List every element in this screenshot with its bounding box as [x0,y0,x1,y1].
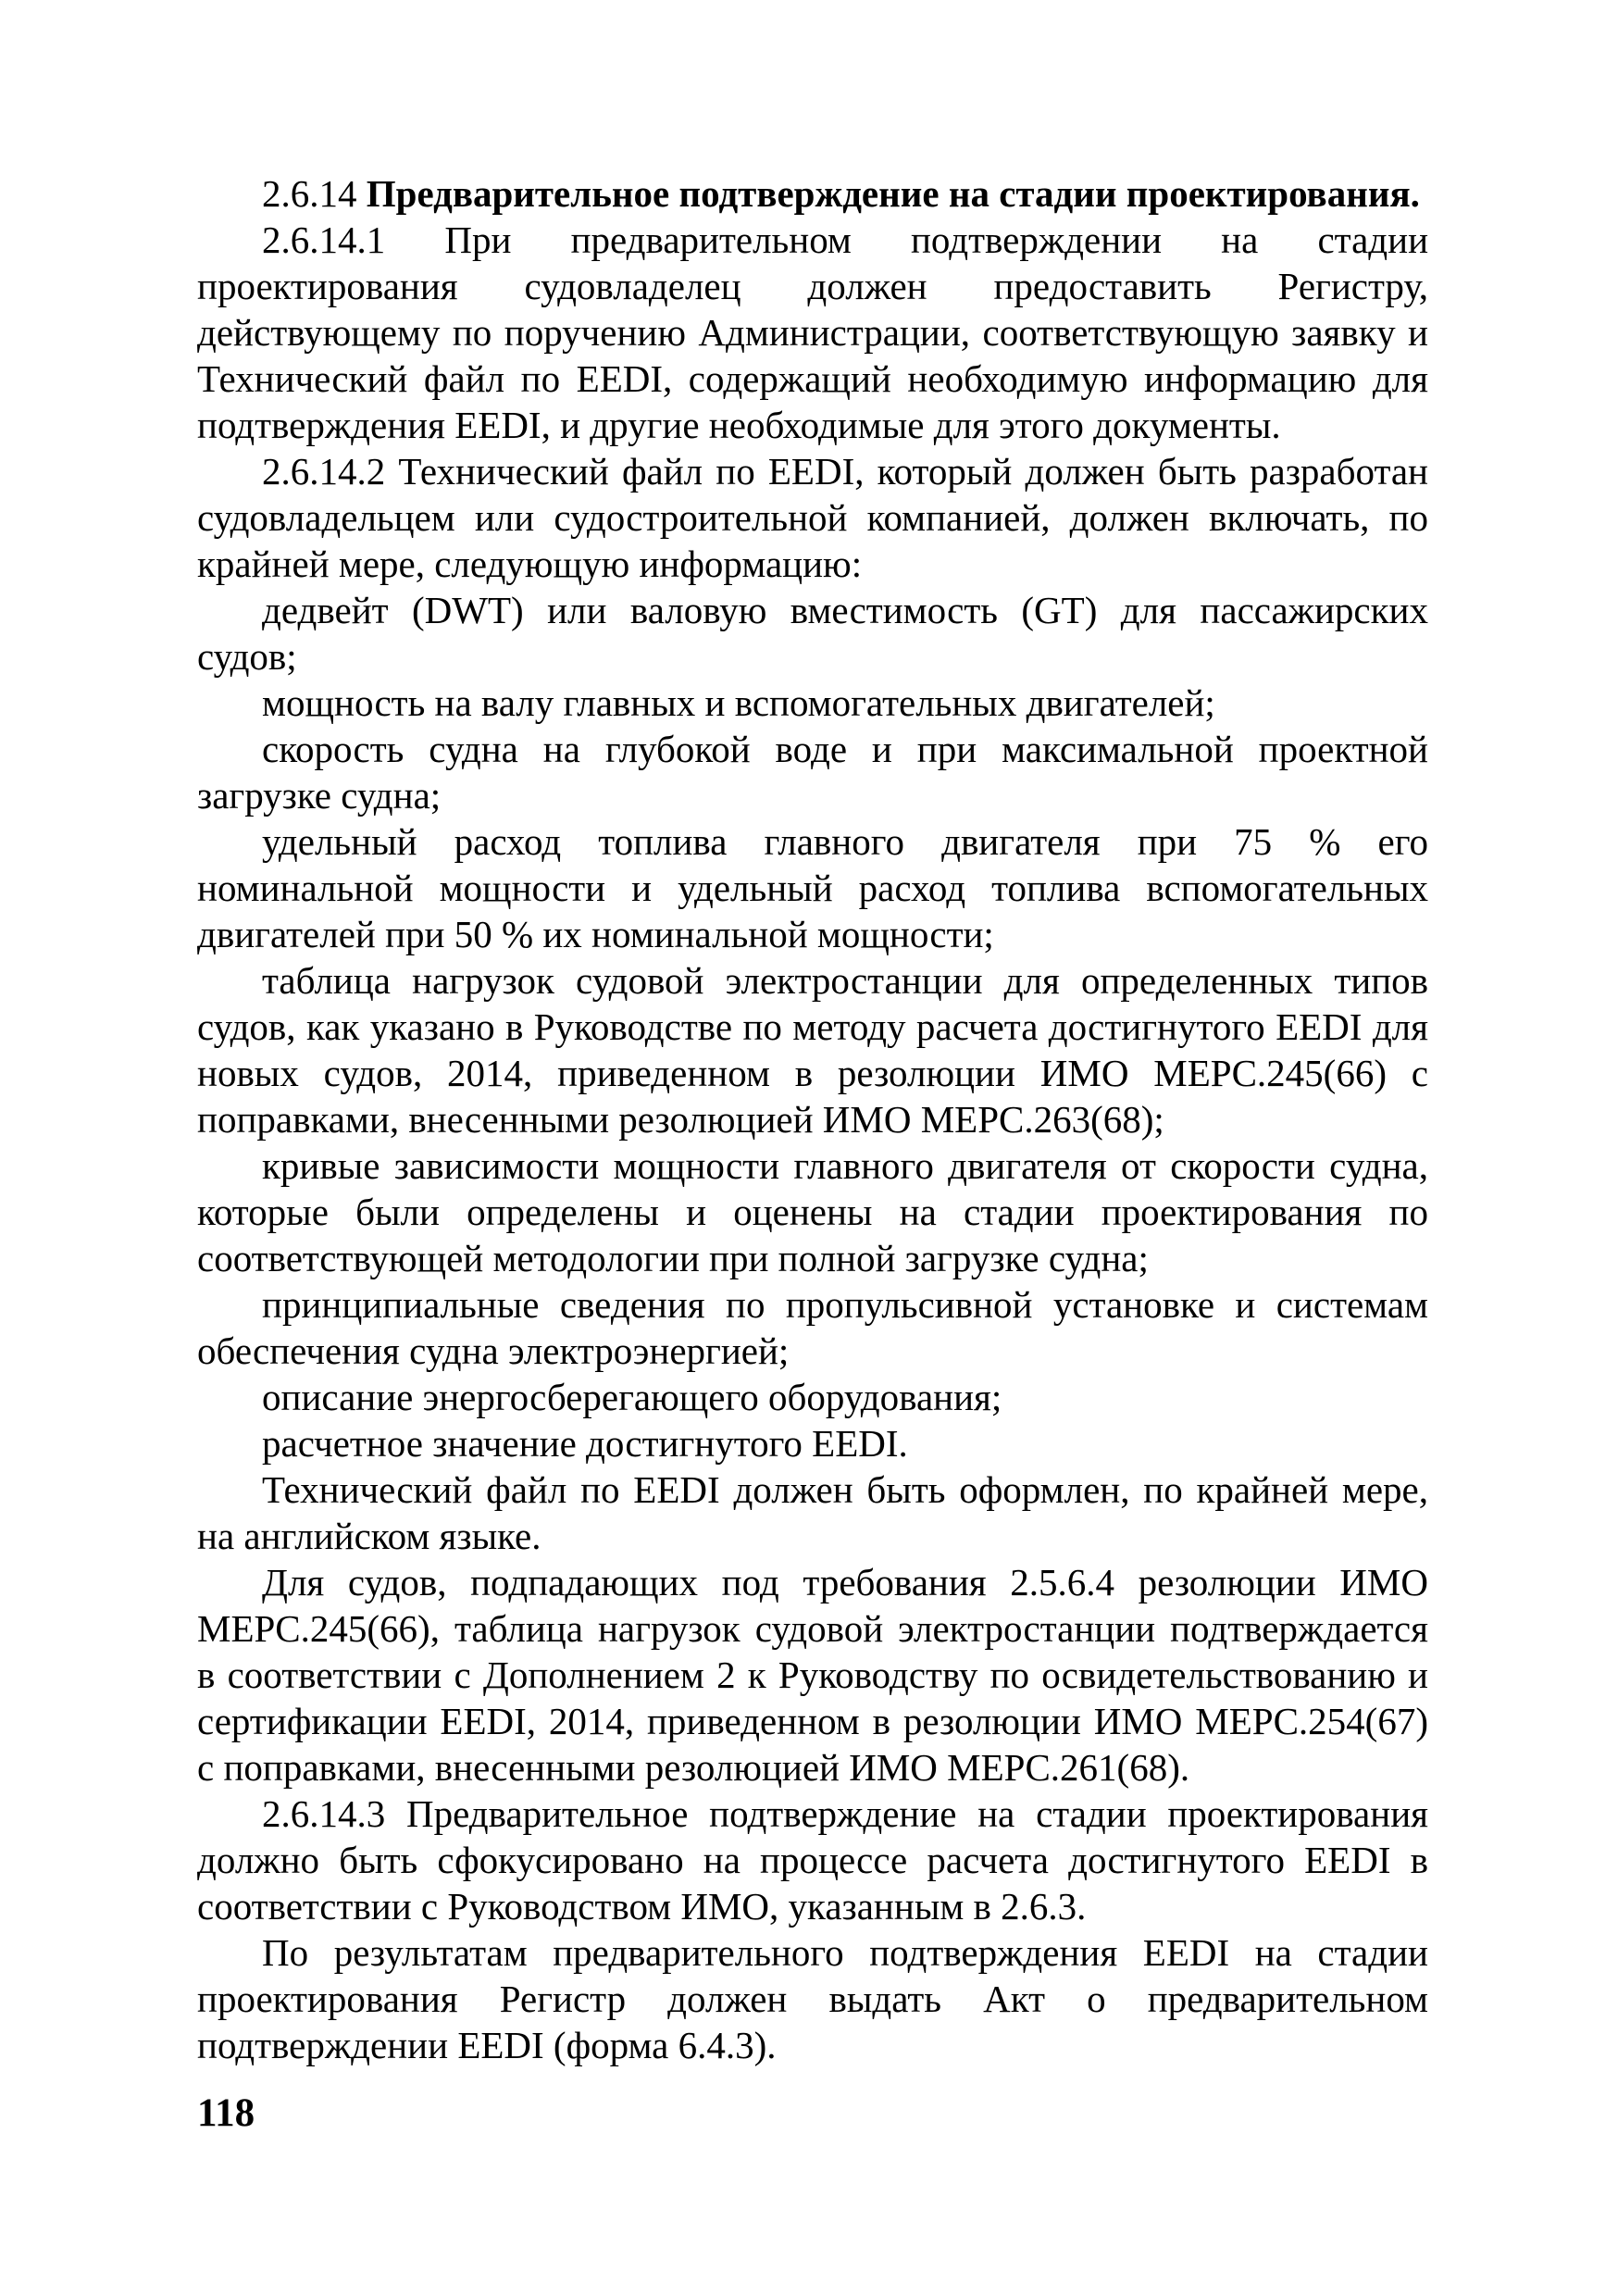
list-item-dwt: дедвейт (DWT) или валовую вместимость (GT) для пассажирских судов; [197,589,1428,678]
paragraph-mepc: Для судов, подпадающих под требования 2.5.6.4 резолюции ИМО MEPC.245(66), таблица нагрузок судовой электростанции подтверждается в соответствии с Дополнением 2 к Руководству по освидетельствованию и сертификации EEDI, 2014, приведенном в резолюции ИМО MEPC.254(67) с поправками, внесенными резолюцией ИМО MEPC.261(68). [197,1561,1428,1789]
paragraph-text: Технический файл по EEDI, который должен быть разработан судовладельцем или судостроительной компанией, должен включать, по крайней мере, следующую информацию: [197,450,1428,585]
list-item-attained-eedi: расчетное значение достигнутого EEDI. [262,1422,908,1465]
list-item-shaft-power: мощность на валу главных и вспомогательных двигателей; [262,681,1215,724]
section-heading-number: 2.6.14 [262,172,357,215]
paragraph-2-6-14-3 [197,1791,1428,1929]
paragraph-number: 2.6.14.1 [262,218,386,261]
paragraph-2-6-14-1 [197,217,1428,448]
paragraph-text: При предварительном подтверждении на стадии проектирования судовладелец должен предоставить Регистру, действующему по поручению Администрации, соответствующую заявку и Технический файл по EEDI, содержащий необходимую информацию для подтверждения EEDI, и другие необходимые для этого документы. [197,218,1429,446]
list-item-energy-saving: описание энергосберегающего оборудования; [262,1376,1002,1418]
paragraph-number: 2.6.14.2 [262,450,386,493]
document-body [197,170,1428,2068]
paragraph-number: 2.6.14.3 [262,1792,386,1835]
list-item-speed: скорость судна на глубокой воде и при максимальной проектной загрузке судна; [197,728,1428,817]
paragraph-2-6-14-2 [197,448,1428,587]
list-item-fuel-consumption: удельный расход топлива главного двигателя при 75 % его номинальной мощности и удельный расход топлива вспомогательных двигателей при 50 % их номинальной мощности; [197,820,1428,955]
paragraph-language: Технический файл по EEDI должен быть оформлен, по крайней мере, на английском языке. [197,1468,1428,1557]
list-item-power-table: таблица нагрузок судовой электростанции для определенных типов судов, как указано в Руководстве по методу расчета достигнутого EEDI для новых судов, 2014, приведенном в резолюции ИМО MEPC.245(66) с поправками, внесенными резолюцией ИМО MEPC.263(68); [197,959,1428,1141]
paragraph-result: По результатам предварительного подтверждения EEDI на стадии проектирования Регистр должен выдать Акт о предварительном подтверждении EEDI (форма 6.4.3). [197,1931,1428,2066]
section-heading-title: Предварительное подтверждение на стадии проектирования. [366,172,1420,215]
list-item-propulsion: принципиальные сведения по пропульсивной установке и системам обеспечения судна электроэнергией; [197,1283,1428,1372]
list-item-power-curves: кривые зависимости мощности главного двигателя от скорости судна, которые были определены и оценены на стадии проектирования по соответствующей методологии при полной загрузке судна; [197,1144,1428,1279]
page-number: 118 [197,2091,255,2135]
section-heading [197,170,1428,217]
paragraph-text: Предварительное подтверждение на стадии проектирования должно быть сфокусировано на процессе расчета достигнутого EEDI в соответствии с Руководством ИМО, указанным в 2.6.3. [197,1792,1428,1928]
